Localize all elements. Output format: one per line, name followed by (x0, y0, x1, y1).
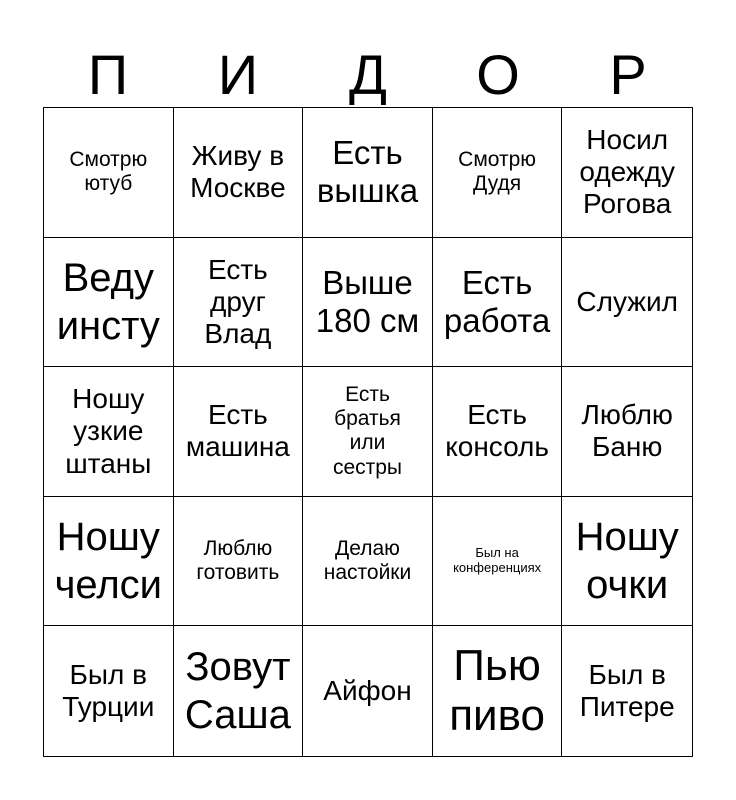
bingo-cell: Люблю готовить (174, 497, 304, 627)
bingo-header (43, 44, 693, 106)
bingo-cell: Смотрю ютуб (44, 108, 174, 238)
bingo-cell: Пью пиво (433, 626, 563, 756)
bingo-cell: Веду инсту (44, 238, 174, 368)
bingo-cell: Служил (562, 238, 692, 368)
bingo-cell: Есть друг Влад (174, 238, 304, 368)
header-letter-4: О (476, 43, 520, 106)
bingo-cell: Смотрю Дудя (433, 108, 563, 238)
bingo-cell: Айфон (303, 626, 433, 756)
bingo-cell: Делаю настойки (303, 497, 433, 627)
bingo-cell: Ношу узкие штаны (44, 367, 174, 497)
bingo-cell: Зовут Саша (174, 626, 304, 756)
bingo-cell: Был в Турции (44, 626, 174, 756)
bingo-cell: Есть машина (174, 367, 304, 497)
header-letter-2: И (217, 43, 259, 106)
bingo-cell: Выше 180 см (303, 238, 433, 368)
bingo-cell: Есть работа (433, 238, 563, 368)
bingo-cell: Люблю Баню (562, 367, 692, 497)
bingo-cell: Носил одежду Рогова (562, 108, 692, 238)
bingo-cell: Ношу челси (44, 497, 174, 627)
bingo-cell: Есть консоль (433, 367, 563, 497)
bingo-cell: Был в Питере (579, 659, 675, 723)
bingo-cell: Есть вышка (303, 108, 433, 238)
bingo-cell: Живу в Москве (174, 108, 304, 238)
bingo-board (43, 107, 693, 757)
header-letter-3: Д (349, 43, 387, 106)
bingo-cell: Ношу очки (562, 497, 692, 627)
header-letter-5: Р (609, 43, 647, 106)
header-letter-1: П (87, 43, 129, 106)
bingo-cell: Есть братья или сестры (303, 367, 433, 497)
bingo-cell: Был на конференциях (433, 497, 563, 627)
